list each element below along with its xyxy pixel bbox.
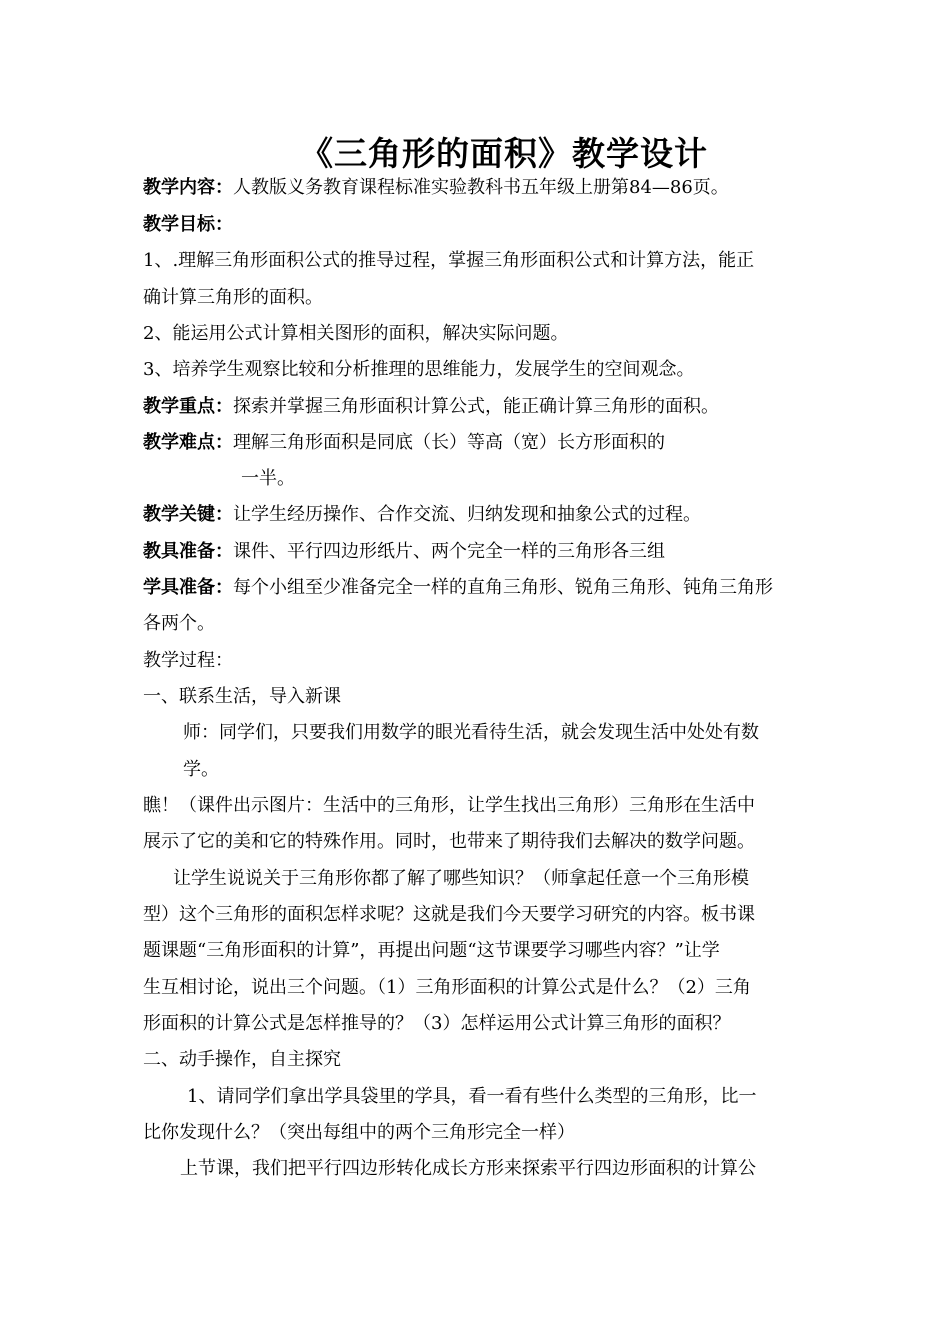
paragraph-3a: 让学生说说关于三角形你都了解了哪些知识？（师拿起任意一个三角形模 xyxy=(173,868,749,889)
paragraph-3d: 生互相讨论，说出三个问题。（1）三角形面积的计算公式是什么？（2）三角 xyxy=(143,977,751,998)
paragraph-5a: 上节课，我们把平行四边形转化成长方形来探索平行四边形面积的计算公 xyxy=(180,1158,756,1179)
content-text: 人教版义务教育课程标准实验教科书五年级上册第84—86页。 xyxy=(233,177,729,198)
student-tools-line xyxy=(143,576,773,600)
difficulty-line xyxy=(143,431,665,455)
paragraph-3e: 形面积的计算公式是怎样推导的？（3）怎样运用公式计算三角形的面积？ xyxy=(143,1013,731,1034)
crux-text: 让学生经历操作、合作交流、归纳发现和抽象公式的过程。 xyxy=(233,504,701,525)
paragraph-2a: 瞧！（课件出示图片：生活中的三角形，让学生找出三角形）三角形在生活中 xyxy=(143,795,755,816)
paragraph-1a: 师：同学们，只要我们用数学的眼光看待生活，就会发现生活中处处有数 xyxy=(183,722,759,743)
content-label: 教学内容： xyxy=(143,177,233,198)
objective-2: 2、能运用公式计算相关图形的面积，解决实际问题。 xyxy=(143,323,569,344)
student-tools-cont: 各两个。 xyxy=(143,613,215,634)
document-title: 《三角形的面积》教学设计 xyxy=(300,134,708,173)
key-label: 教学重点： xyxy=(143,396,233,417)
student-tools-label: 学具准备： xyxy=(143,577,233,598)
objectives-label: 教学目标： xyxy=(143,214,233,235)
process-heading: 教学过程： xyxy=(143,650,233,671)
paragraph-3c: 题课题“三角形面积的计算”，再提出问题“这节课要学习哪些内容？”让学 xyxy=(143,940,720,961)
paragraph-3b: 型）这个三角形的面积怎样求呢？这就是我们今天要学习研究的内容。板书课 xyxy=(143,904,755,925)
key-line xyxy=(143,395,719,419)
tools-label: 教具准备： xyxy=(143,541,233,562)
section-1-heading: 一、联系生活，导入新课 xyxy=(143,686,341,707)
paragraph-4a: 1、请同学们拿出学具袋里的学具，看一看有些什么类型的三角形，比一 xyxy=(187,1086,757,1107)
difficulty-label: 教学难点： xyxy=(143,432,233,453)
difficulty-text-cont: 一半。 xyxy=(241,468,295,489)
content-line xyxy=(143,176,729,200)
objective-3: 3、培养学生观察比较和分析推理的思维能力，发展学生的空间观念。 xyxy=(143,359,695,380)
tools-text: 课件、平行四边形纸片、两个完全一样的三角形各三组 xyxy=(233,541,665,562)
paragraph-1b: 学。 xyxy=(183,759,219,780)
crux-line xyxy=(143,503,701,527)
tools-line xyxy=(143,540,665,564)
paragraph-4b: 比你发现什么？（突出每组中的两个三角形完全一样） xyxy=(143,1122,575,1143)
crux-label: 教学关键： xyxy=(143,504,233,525)
objective-1b: 确计算三角形的面积。 xyxy=(143,287,323,308)
student-tools-text: 每个小组至少准备完全一样的直角三角形、锐角三角形、钝角三角形 xyxy=(233,577,773,598)
key-text: 探索并掌握三角形面积计算公式，能正确计算三角形的面积。 xyxy=(233,396,719,417)
section-2-heading: 二、动手操作，自主探究 xyxy=(143,1049,341,1070)
objective-1a: 1、.理解三角形面积公式的推导过程，掌握三角形面积公式和计算方法，能正 xyxy=(143,250,755,271)
difficulty-text: 理解三角形面积是同底（长）等高（宽）长方形面积的 xyxy=(233,432,665,453)
paragraph-2b: 展示了它的美和它的特殊作用。同时，也带来了期待我们去解决的数学问题。 xyxy=(143,831,755,852)
